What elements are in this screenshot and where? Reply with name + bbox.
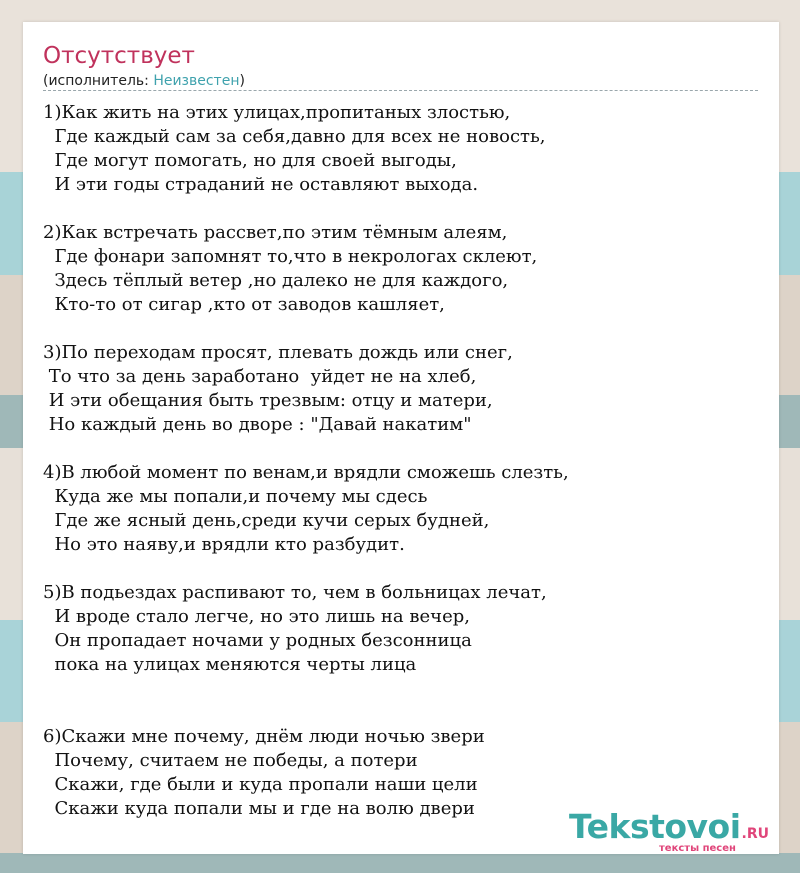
lyric-line: Где фонари запомнят то,что в некрологах склеют, (43, 246, 538, 267)
lyric-line: Где могут помогать, но для своей выгоды, (43, 150, 457, 171)
lyric-line: 2)Как встречать рассвет,по этим тёмным алеям, (43, 222, 508, 243)
lyric-line: То что за день заработано уйдет не на хлеб, (43, 366, 477, 387)
lyric-line: Кто-то от сигар ,кто от заводов кашляет, (43, 294, 445, 315)
lyric-line: Скажи куда попали мы и где на волю двери (43, 798, 475, 819)
artist-suffix: ) (239, 73, 245, 89)
logo-tagline: тексты песен (659, 843, 736, 854)
site-logo[interactable] (569, 807, 770, 854)
lyric-line: Здесь тёплый ветер ,но далеко не для каждого, (43, 270, 509, 291)
lyrics-card (23, 22, 779, 854)
lyric-line: И эти обещания быть трезвым: отцу и матери, (43, 390, 493, 411)
logo-wordmark: Tekstovoi (569, 807, 741, 846)
lyric-line (43, 701, 763, 725)
lyric-line: 5)В подьездах распивают то, чем в больницах лечат, (43, 582, 547, 603)
artist-link[interactable]: Неизвестен (153, 73, 240, 89)
lyric-line: Где же ясный день,среди кучи серых будней, (43, 510, 490, 531)
lyric-line (43, 557, 763, 581)
lyric-line: 6)Скажи мне почему, днём люди ночью звери (43, 726, 485, 747)
lyric-line: И эти годы страданий не оставляют выхода. (43, 174, 479, 195)
logo-domain: .RU (741, 826, 770, 842)
lyric-line: Куда же мы попали,и почему мы сдесь (43, 486, 428, 507)
lyrics-text (43, 101, 763, 821)
lyric-line: 4)В любой момент по венам,и врядли сможешь слезть, (43, 462, 569, 483)
lyric-line (43, 437, 763, 461)
artist-line (43, 72, 245, 90)
lyric-line (43, 677, 763, 701)
lyric-line: Где каждый сам за себя,давно для всех не новость, (43, 126, 546, 147)
lyric-line (43, 317, 763, 341)
lyric-line: Скажи, где были и куда пропали наши цели (43, 774, 478, 795)
lyric-line: 1)Как жить на этих улицах,пропитаных злостью, (43, 102, 511, 123)
lyric-line (43, 197, 763, 221)
lyric-line: Почему, считаем не победы, а потери (43, 750, 418, 771)
lyric-line: Но это наяву,и врядли кто разбудит. (43, 534, 405, 555)
song-title: Отсутствует (43, 43, 195, 69)
lyric-line: 3)По переходам просят, плевать дождь или снег, (43, 342, 513, 363)
lyric-line: Он пропадает ночами у родных безсонница (43, 630, 472, 651)
header-divider (43, 90, 758, 91)
lyric-line: Но каждый день во дворе : "Давай накатим" (43, 414, 472, 435)
lyric-line: пока на улицах меняются черты лица (43, 654, 417, 675)
lyric-line: И вроде стало легче, но это лишь на вечер, (43, 606, 470, 627)
artist-prefix: (исполнитель: (43, 73, 154, 89)
